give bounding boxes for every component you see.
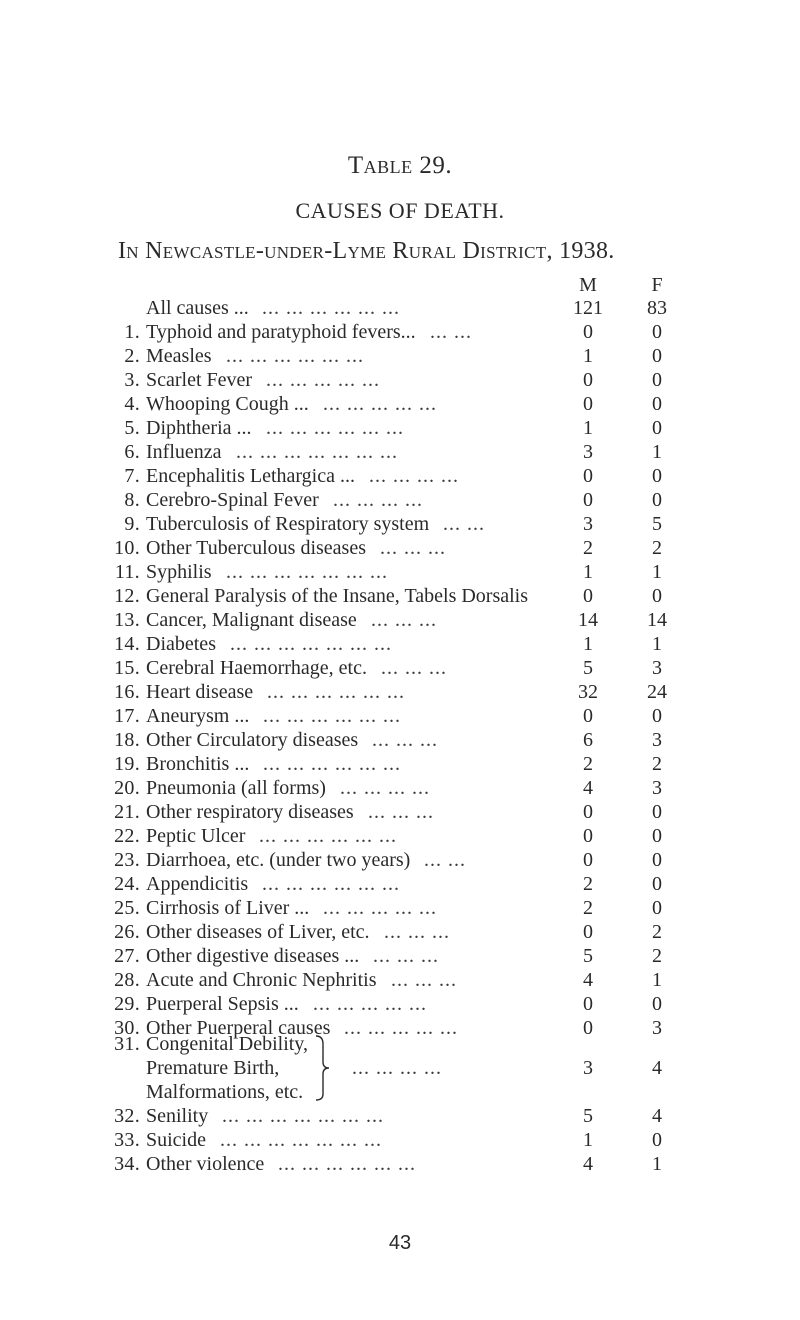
row-dots: ... ... ... [384, 921, 450, 943]
row-number: 17. [114, 705, 140, 727]
row-number: 29. [114, 993, 140, 1015]
table-row [0, 488, 800, 512]
row-number: 16. [114, 681, 140, 703]
table-row [0, 680, 800, 704]
all-causes-row [0, 296, 800, 320]
table-row [0, 392, 800, 416]
row-male-count: 1 [583, 345, 593, 367]
row-female-count: 4 [652, 1105, 662, 1127]
row-male-count: 0 [583, 393, 593, 415]
page-number: 43 [388, 1232, 412, 1254]
row-dots: ... ... ... ... ... ... [262, 297, 400, 319]
row-female-count: 3 [652, 729, 662, 751]
row-cause: Scarlet Fever [146, 369, 253, 391]
row-number: 32. [114, 1105, 140, 1127]
row-female-count: 1 [652, 969, 662, 991]
row-male-count: 1 [583, 561, 593, 583]
row-female-count: 0 [652, 849, 662, 871]
table-row [0, 1152, 800, 1176]
table-row [0, 944, 800, 968]
table-row [0, 656, 800, 680]
table-row [0, 872, 800, 896]
row-dots: ... ... ... ... ... ... [278, 1153, 416, 1175]
table-row [0, 1128, 800, 1152]
row-cause: Whooping Cough ... [146, 393, 309, 415]
row-male-count: 4 [583, 969, 593, 991]
row-female-count: 3 [652, 657, 662, 679]
row-dots: ... ... ... [373, 945, 439, 967]
row-female-count: 0 [652, 897, 662, 919]
row-cause: Pneumonia (all forms) [146, 777, 326, 799]
row-male-count: 3 [583, 513, 593, 535]
row-dots: ... ... ... ... ... [323, 393, 437, 415]
table-row [0, 416, 800, 440]
row-cause: Other Tuberculous diseases [146, 537, 366, 559]
row-number: 25. [114, 897, 140, 919]
row-number: 27. [114, 945, 140, 967]
table-row [0, 728, 800, 752]
row-female-count: 0 [652, 825, 662, 847]
row-cause: Measles [146, 345, 212, 367]
row-female-count: 14 [647, 609, 667, 631]
row-number: 10. [114, 537, 140, 559]
row-cause: Peptic Ulcer [146, 825, 246, 847]
row-cause: All causes ... [146, 297, 249, 319]
row-cause: Diarrhoea, etc. (under two years) [146, 849, 411, 871]
row-cause: Diabetes [146, 633, 216, 655]
row-female-count: 0 [652, 1129, 662, 1151]
row-male-count: 5 [583, 1105, 593, 1127]
table-row [0, 752, 800, 776]
row-female-count: 0 [652, 489, 662, 511]
row-female-count: 24 [647, 681, 667, 703]
row-dots: ... ... ... [391, 969, 457, 991]
table-row [0, 920, 800, 944]
row-male-count: 2 [583, 873, 593, 895]
district-subheading: In Newcastle-under-Lyme Rural District, 1938. [118, 238, 615, 264]
row-cause: Syphilis [146, 561, 212, 583]
row-dots: ... ... ... ... ... ... [259, 825, 397, 847]
row-cause-line-3: Malformations, etc. [146, 1081, 304, 1103]
row-cause: Diphtheria ... [146, 417, 252, 439]
row-number: 22. [114, 825, 140, 847]
table-row [0, 464, 800, 488]
row-female-count: 1 [652, 561, 662, 583]
row-female-count: 1 [652, 441, 662, 463]
row-male-count: 1 [583, 417, 593, 439]
row-number: 9. [124, 513, 140, 535]
row-number: 12. [114, 585, 140, 607]
row-number: 6. [124, 441, 140, 463]
row-male-count: 2 [583, 753, 593, 775]
row-male-count: 0 [583, 993, 593, 1015]
table-row [0, 368, 800, 392]
row-dots: ... ... ... [368, 801, 434, 823]
row-cause: Heart disease [146, 681, 254, 703]
table-row [0, 536, 800, 560]
row-male-count: 0 [583, 849, 593, 871]
row-cause: Other violence [146, 1153, 265, 1175]
row-female-count: 0 [652, 321, 662, 343]
row-number: 18. [114, 729, 140, 751]
table-row [0, 320, 800, 344]
row-male-count: 0 [583, 801, 593, 823]
table-row [0, 824, 800, 848]
row-dots: ... ... [430, 321, 472, 343]
row-male-count: 121 [573, 297, 603, 319]
row-cause: Other diseases of Liver, etc. [146, 921, 370, 943]
table-row [0, 440, 800, 464]
table-row [0, 560, 800, 584]
table-row [0, 992, 800, 1016]
column-header-male: M [579, 274, 597, 296]
row-dots: ... ... ... ... ... ... [226, 345, 364, 367]
row-male-count: 0 [583, 489, 593, 511]
row-dots: ... ... ... [372, 729, 438, 751]
row-cause: Cerebro-Spinal Fever [146, 489, 319, 511]
row-dots: ... ... ... ... ... ... [263, 753, 401, 775]
row-number: 23. [114, 849, 140, 871]
table-row [0, 344, 800, 368]
row-cause: Senility [146, 1105, 209, 1127]
row-cause: Typhoid and paratyphoid fevers... [146, 321, 416, 343]
row-dots: ... ... ... ... ... [344, 1017, 458, 1039]
row-number: 28. [114, 969, 140, 991]
row-male-count: 3 [583, 441, 593, 463]
row-dots: ... ... ... ... ... ... ... [222, 1105, 384, 1127]
row-dots: ... ... ... ... ... ... [266, 417, 404, 439]
row-male-count: 3 [583, 1057, 593, 1079]
row-female-count: 0 [652, 345, 662, 367]
row-dots: ... ... ... ... ... [266, 369, 380, 391]
row-female-count: 5 [652, 513, 662, 535]
row-female-count: 0 [652, 369, 662, 391]
row-cause: Other Puerperal causes [146, 1017, 331, 1039]
row-female-count: 0 [652, 993, 662, 1015]
table-row [0, 704, 800, 728]
row-dots: ... ... [443, 513, 485, 535]
row-cause: Other Circulatory diseases [146, 729, 359, 751]
row-cause: Other respiratory diseases [146, 801, 354, 823]
table-row [0, 1032, 800, 1104]
table-row [0, 968, 800, 992]
table-title: Table 29. [347, 152, 453, 179]
row-female-count: 1 [652, 1153, 662, 1175]
table-row [0, 800, 800, 824]
row-male-count: 0 [583, 585, 593, 607]
row-dots: ... ... [424, 849, 466, 871]
row-female-count: 83 [647, 297, 667, 319]
row-number: 5. [124, 417, 140, 439]
row-male-count: 14 [578, 609, 598, 631]
row-dots: ... ... ... ... [352, 1057, 442, 1079]
row-cause: Cirrhosis of Liver ... [146, 897, 310, 919]
row-cause: Appendicitis [146, 873, 249, 895]
row-female-count: 3 [652, 777, 662, 799]
row-cause: Suicide [146, 1129, 206, 1151]
row-dots: ... ... ... ... ... ... ... [236, 441, 398, 463]
row-cause-line-2: Premature Birth, [146, 1057, 280, 1079]
table-row [0, 608, 800, 632]
row-number: 21. [114, 801, 140, 823]
row-female-count: 0 [652, 417, 662, 439]
row-number: 14. [114, 633, 140, 655]
row-female-count: 1 [652, 633, 662, 655]
row-female-count: 0 [652, 393, 662, 415]
row-male-count: 1 [583, 1129, 593, 1151]
row-cause: General Paralysis of the Insane, Tabels Dorsalis [146, 585, 529, 607]
row-female-count: 2 [652, 753, 662, 775]
row-number: 13. [114, 609, 140, 631]
row-dots: ... ... ... ... ... ... [263, 705, 401, 727]
row-number: 34. [114, 1153, 140, 1175]
row-number: 30. [114, 1017, 140, 1039]
table-row [0, 848, 800, 872]
row-number: 26. [114, 921, 140, 943]
row-female-count: 2 [652, 537, 662, 559]
row-number: 1. [124, 321, 140, 343]
row-female-count: 0 [652, 465, 662, 487]
row-cause: Cerebral Haemorrhage, etc. [146, 657, 367, 679]
row-dots: ... ... ... ... ... ... ... [226, 561, 388, 583]
row-female-count: 0 [652, 873, 662, 895]
row-male-count: 4 [583, 777, 593, 799]
row-male-count: 5 [583, 657, 593, 679]
row-female-count: 4 [652, 1057, 662, 1079]
row-cause: Aneurysm ... [146, 705, 250, 727]
row-number: 15. [114, 657, 140, 679]
row-cause: Acute and Chronic Nephritis [146, 969, 377, 991]
row-female-count: 0 [652, 705, 662, 727]
row-female-count: 0 [652, 585, 662, 607]
row-female-count: 2 [652, 921, 662, 943]
row-dots: ... ... ... ... ... ... ... [230, 633, 392, 655]
table-row [0, 584, 800, 608]
row-male-count: 2 [583, 897, 593, 919]
row-number: 19. [114, 753, 140, 775]
row-dots: ... ... ... [380, 537, 446, 559]
row-male-count: 0 [583, 825, 593, 847]
table-row [0, 776, 800, 800]
row-dots: ... ... ... ... ... ... [267, 681, 405, 703]
table-row [0, 632, 800, 656]
row-female-count: 0 [652, 801, 662, 823]
row-number: 4. [124, 393, 140, 415]
row-male-count: 0 [583, 921, 593, 943]
row-male-count: 6 [583, 729, 593, 751]
row-number: 11. [114, 561, 140, 583]
row-male-count: 0 [583, 321, 593, 343]
row-male-count: 32 [578, 681, 598, 703]
row-dots: ... ... ... ... [333, 489, 423, 511]
row-cause: Bronchitis ... [146, 753, 250, 775]
row-number: 2. [124, 345, 140, 367]
row-cause: Encephalitis Lethargica ... [146, 465, 355, 487]
row-number: 20. [114, 777, 140, 799]
row-dots: ... ... ... [371, 609, 437, 631]
row-dots: ... ... ... ... [369, 465, 459, 487]
row-male-count: 0 [583, 705, 593, 727]
row-female-count: 3 [652, 1017, 662, 1039]
row-male-count: 5 [583, 945, 593, 967]
row-dots: ... ... ... ... ... [313, 993, 427, 1015]
table-row [0, 1104, 800, 1128]
table-row [0, 512, 800, 536]
row-number: 31. [114, 1033, 140, 1055]
column-header-female: F [651, 274, 663, 296]
row-male-count: 1 [583, 633, 593, 655]
row-number: 3. [124, 369, 140, 391]
row-dots: ... ... ... ... ... ... ... [220, 1129, 382, 1151]
row-number: 7. [124, 465, 140, 487]
row-dots: ... ... ... ... ... [323, 897, 437, 919]
row-number: 33. [114, 1129, 140, 1151]
row-male-count: 0 [583, 1017, 593, 1039]
page-heading: CAUSES OF DEATH. [295, 198, 505, 223]
row-dots: ... ... ... [381, 657, 447, 679]
row-male-count: 0 [583, 369, 593, 391]
row-cause: Puerperal Sepsis ... [146, 993, 299, 1015]
row-male-count: 4 [583, 1153, 593, 1175]
row-cause: Tuberculosis of Respiratory system [146, 513, 430, 535]
table-row [0, 896, 800, 920]
row-cause: Cancer, Malignant disease [146, 609, 357, 631]
right-brace-icon [312, 1032, 334, 1104]
row-dots: ... ... ... ... [340, 777, 430, 799]
row-male-count: 2 [583, 537, 593, 559]
row-dots: ... ... ... ... ... ... [262, 873, 400, 895]
row-cause: Influenza [146, 441, 222, 463]
row-number: 8. [124, 489, 140, 511]
row-female-count: 2 [652, 945, 662, 967]
row-number: 24. [114, 873, 140, 895]
row-cause-line-1: Congenital Debility, [146, 1033, 309, 1055]
row-cause: Other digestive diseases ... [146, 945, 360, 967]
row-male-count: 0 [583, 465, 593, 487]
